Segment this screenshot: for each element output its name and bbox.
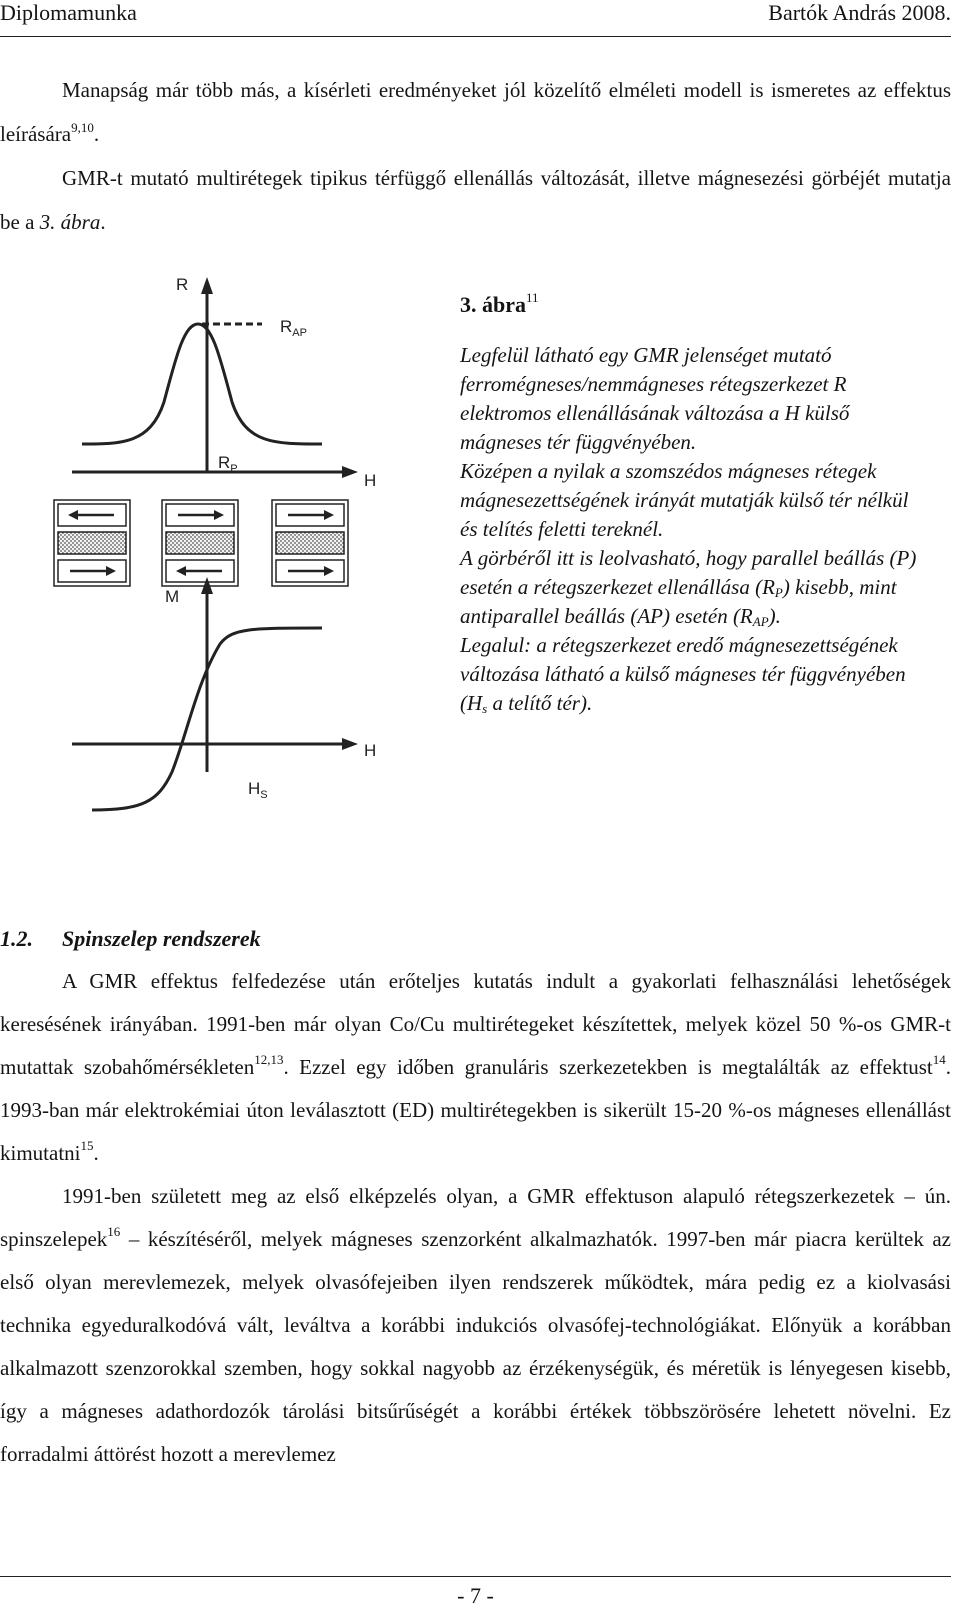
section-body — [0, 960, 951, 1476]
page-number: - 7 - — [457, 1583, 494, 1608]
magnetization-plot — [72, 577, 358, 810]
h-axis-top-label: H — [364, 471, 377, 490]
caption-p1: Legfelül látható egy GMR jelenséget mutató ferromégneses/nemmágneses rétegszerkezet R elektromos ellenállásának változása a H külső mágneses tér függvényében. — [460, 343, 850, 454]
figure-caption — [460, 290, 930, 718]
resistance-plot — [72, 277, 358, 478]
gmr-figure — [52, 272, 392, 812]
body-paragraph-2: 1991-ben született meg az első elképzelés olyan, a GMR effektuson alapuló rétegszerkezetek – ún. spinszelepek$^{16}$ – készítéséről, melyek mágneses szenzorként alkalmazhatók. 1997-ben már piacra kerültek az első olyan merevlemezek, melyek olvasófejeiben ilyen rendszerek működtek, mára pedig ez a kiolvasási technika egyeduralkodóvá vált, leváltva a korábbi indukciós olvasófej-technológiákat. Előnyük a korábban alkalmazott szenzorokkal szemben, hogy sokkal nagyobb az érzékenységük, és méretük is lényegesen kisebb, így a mágneses adathordozók tárolási bitsűrűségét a korábbi értékek többszörösére lehetett növelni. Ez forradalmi áttörést hozott a merevlemez — [0, 1184, 951, 1466]
caption-title: 3. ábra$^{11}$ — [460, 290, 539, 317]
h-axis-top-arrow-icon — [342, 466, 358, 478]
intro-paragraph: Manapság már több más, a kísérleti eredményeket jól közelítő elméleti modell is ismeretes az effektus leírására$^{9,10}$. GMR-t mutató multirétegek tipikus térfüggő ellenállás változását, illetve mágnesezési görbéjét mutatja be a 3. ábra. — [0, 78, 951, 234]
caption-ref: 11 — [526, 290, 539, 305]
layer-stack-middle — [162, 500, 238, 586]
resistance-curve — [82, 324, 322, 444]
intro-text-2: GMR-t mutató multirétegek tipikus térfüggő ellenállás változását, illetve mágnesezési görbéjét mutatja be a — [0, 166, 951, 234]
section-number: 1.2. — [0, 926, 33, 951]
h-axis-bottom-arrow-icon — [342, 738, 358, 750]
r-axis-arrow-icon — [201, 277, 213, 294]
header-left: Diplomamunka — [0, 0, 137, 25]
body-paragraph-1: A GMR effektus felfedezése után erőteljes kutatás indult a gyakorlati felhasználási lehetőségek keresésének irányában. 1991-ben már olyan Co/Cu multirétegeket készítettek, melyek közel 50 %-os GMR-t mutattak szobahőmérsékleten$^{12,13}$. Ezzel egy időben granuláris szerkezetekben is megtalálták az effektust$^{14}$. 1993-ban már elektrokémiai úton leválasztott (ED) multirétegekben is sikerült 15-20 %-os mágneses ellenállást kimutatni$^{15}$. — [0, 969, 951, 1165]
header-right: Bartók András 2008. — [768, 0, 951, 25]
intro-text-1: Manapság már több más, a kísérleti eredményeket jól közelítő elméleti modell is ismeretes az effektus leírására — [0, 78, 951, 146]
r-p-label: $R_P$ — [218, 453, 238, 475]
hs-label: $H_S$ — [248, 779, 268, 801]
section-title: Spinszelep rendszerek — [62, 926, 261, 951]
h-axis-bottom-label: H — [364, 741, 377, 760]
page-footer — [0, 1576, 951, 1609]
r-axis-label: R — [176, 275, 189, 294]
caption-p2: Középen a nyilak a szomszédos mágneses rétegek mágnesezettségének irányát mutatják külső tér nélkül és telítés feletti tereknél. — [460, 459, 909, 541]
section-heading — [0, 926, 951, 952]
caption-p3: A görbéről itt is leolvasható, hogy parallel beállás (P) esetén a rétegszerkezet ellenállása $(R_P)$ kisebb, mint antiparallel beállás (AP) esetén $(R_{AP})$. — [460, 546, 917, 629]
m-axis-label: M — [165, 587, 180, 606]
figure-reference: 3. ábra — [39, 210, 101, 234]
layer-stack-right — [272, 500, 348, 586]
caption-p4: Legalul: a rétegszerkezet eredő mágnesezettségének változása látható a külső mágneses tér függvényében ($H_s$ a telítő tér). — [460, 633, 906, 716]
page-header — [0, 0, 951, 37]
r-ap-label: $R_{AP}$ — [280, 317, 307, 339]
layer-stack-left — [54, 500, 130, 586]
intro-ref-1: 9,10 — [71, 120, 94, 135]
